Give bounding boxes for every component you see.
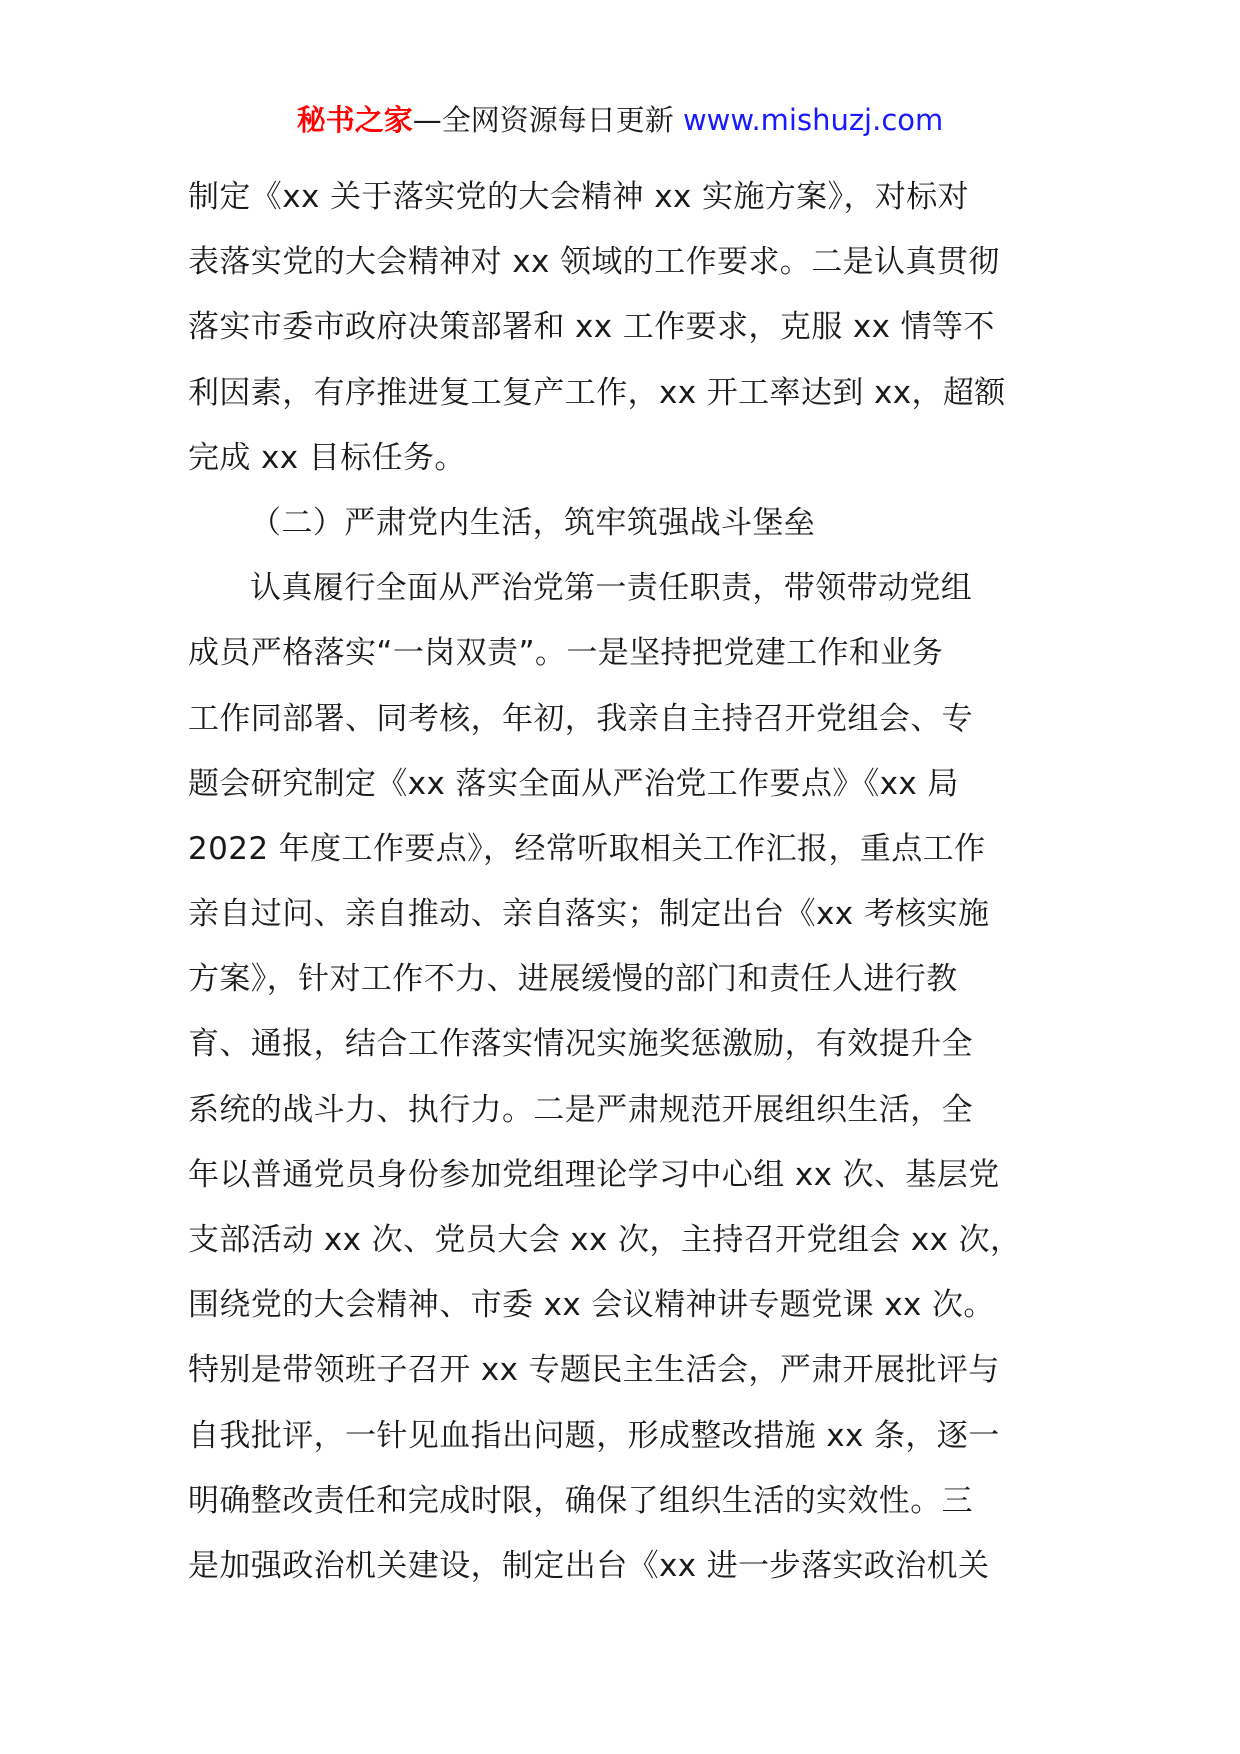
header-tagline: —全网资源每日更新 xyxy=(412,103,683,137)
text-line: 题会研究制定《xx 落实全面从严治党工作要点》《xx 局 xyxy=(188,765,959,802)
body-text xyxy=(188,165,1056,1599)
text-line: 落实市委市政府决策部署和 xx 工作要求，克服 xx 情等不 xyxy=(188,309,995,346)
text-line: 特别是带领班子召开 xx 专题民主生活会，严肃开展批评与 xyxy=(188,1352,1000,1389)
text-line: 认真履行全面从严治党第一责任职责，带领带动党组 xyxy=(250,570,973,607)
text-line: 围绕党的大会精神、市委 xx 会议精神讲专题党课 xx 次。 xyxy=(188,1287,995,1324)
text-line: 系统的战斗力、执行力。二是严肃规范开展组织生活，全 xyxy=(188,1091,973,1128)
page-header xyxy=(0,100,1240,140)
section-heading: （二）严肃党内生活，筑牢筑强战斗堡垒 xyxy=(250,504,816,541)
text-line: 表落实党的大会精神对 xx 领域的工作要求。二是认真贯彻 xyxy=(188,244,1000,281)
text-line: 支部活动 xx 次、党员大会 xx 次，主持召开党组会 xx 次， xyxy=(188,1222,1022,1258)
header-brand: 秘书之家 xyxy=(296,103,413,137)
text-line: 方案》，针对工作不力、进展缓慢的部门和责任人进行教 xyxy=(188,961,958,998)
text-line: 利因素，有序推进复工复产工作，xx 开工率达到 xx，超额 xyxy=(188,374,1006,411)
text-line: 自我批评，一针见血指出问题，形成整改措施 xx 条，逐一 xyxy=(188,1417,1000,1454)
text-line: 年以普通党员身份参加党组理论学习中心组 xx 次、基层党 xyxy=(188,1156,1000,1193)
text-line: 2022 年度工作要点》，经常听取相关工作汇报，重点工作 xyxy=(188,830,986,867)
text-line: 明确整改责任和完成时限，确保了组织生活的实效性。三 xyxy=(188,1482,973,1519)
header-url[interactable]: www.mishuzj.com xyxy=(682,103,944,137)
text-line: 亲自过问、亲自推动、亲自落实；制定出台《xx 考核实施 xyxy=(188,896,990,933)
text-line: 制定《xx 关于落实党的大会精神 xx 实施方案》，对标对 xyxy=(188,179,970,215)
text-line: 是加强政治机关建设，制定出台《xx 进一步落实政治机关 xyxy=(188,1547,990,1584)
text-line: 工作同部署、同考核，年初，我亲自主持召开党组会、专 xyxy=(188,700,973,737)
text-line: 完成 xx 目标任务。 xyxy=(188,439,466,476)
text-line: 育、通报，结合工作落实情况实施奖惩激励，有效提升全 xyxy=(188,1026,973,1063)
text-line: 成员严格落实“一岗双责”。一是坚持把党建工作和业务 xyxy=(188,635,944,672)
